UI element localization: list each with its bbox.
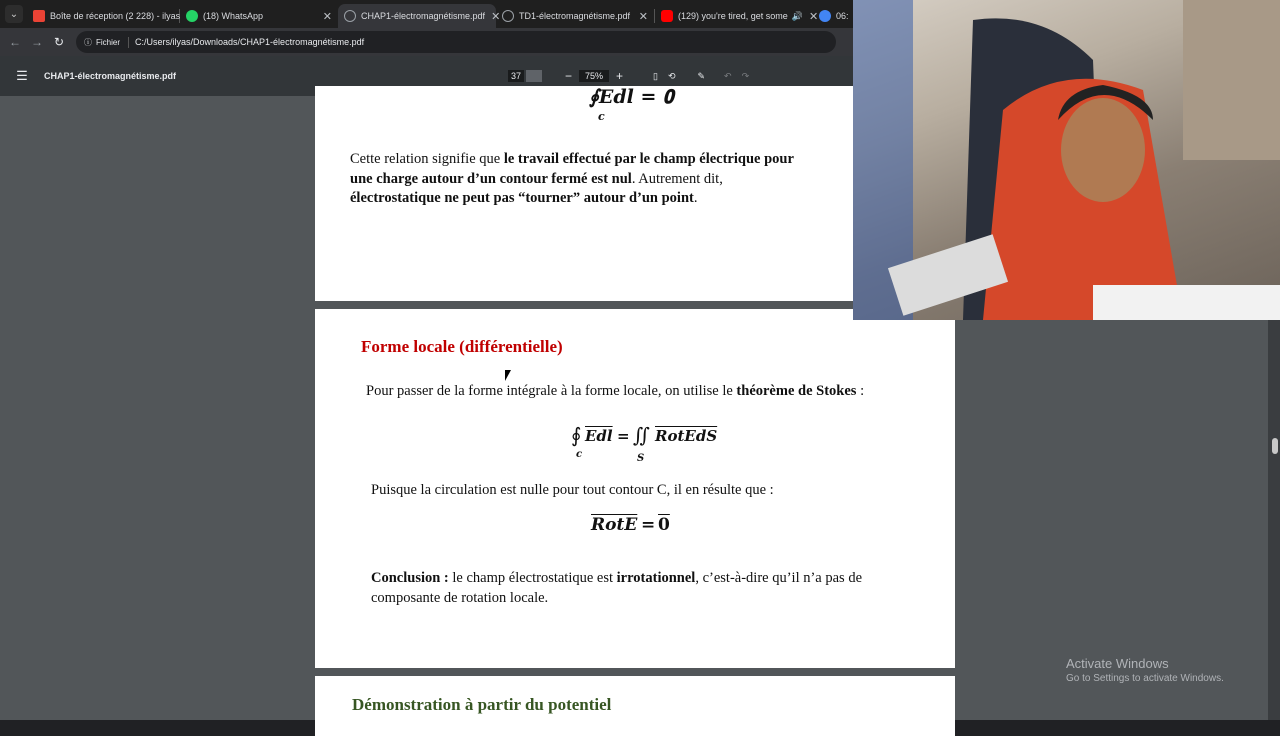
- section-heading: Démonstration à partir du potentiel: [352, 695, 612, 714]
- tab-search-button[interactable]: [5, 5, 23, 23]
- webcam-feed-image: [853, 0, 1280, 320]
- notebook-shape: [1093, 285, 1280, 320]
- text-span: le champ électrostatique est: [448, 570, 617, 586]
- paragraph-conclusion: [371, 569, 931, 608]
- bold-text: une charge autour d’un contour fermé est nul: [350, 170, 632, 187]
- tab-gmail[interactable]: [27, 4, 179, 28]
- google-icon: [819, 10, 831, 22]
- tab-title: CHAP1-électromagnétisme.pdf: [361, 11, 486, 21]
- text-span: . Autrement dit,: [631, 170, 723, 187]
- undo-icon[interactable]: ↶: [724, 70, 732, 81]
- close-icon[interactable]: ✕: [322, 10, 332, 23]
- tab-whatsapp[interactable]: [180, 4, 338, 28]
- whatsapp-icon: [186, 10, 198, 22]
- close-icon[interactable]: ✕: [638, 10, 648, 23]
- watermark-subtitle: Go to Settings to activate Windows.: [1066, 673, 1224, 684]
- text-span: :: [856, 383, 865, 399]
- equation-subscript: c: [576, 449, 583, 460]
- speaker-icon[interactable]: 🔊: [791, 10, 803, 21]
- chip-label: Fichier: [96, 37, 121, 47]
- menu-icon[interactable]: ☰: [16, 68, 28, 83]
- equation-text: 0: [658, 515, 670, 535]
- tab-youtube[interactable]: [655, 4, 819, 28]
- watermark-title: Activate Windows: [1066, 656, 1169, 671]
- page-number-input[interactable]: 37: [508, 70, 524, 82]
- gmail-icon: [33, 10, 45, 22]
- tab-title: 06:: [836, 11, 849, 21]
- pdf-page: [315, 309, 955, 668]
- tab-title: Boîte de réception (2 228) - ilyas: [50, 11, 181, 21]
- bold-text: le travail effectué par le champ électrique pour: [503, 151, 794, 167]
- mouse-cursor: [505, 370, 511, 381]
- paragraph-stokes-intro: [366, 382, 864, 402]
- omnibox[interactable]: [76, 31, 836, 53]
- tab-google[interactable]: [813, 4, 853, 28]
- page-selector: [508, 68, 542, 84]
- scrollbar-thumb[interactable]: [1272, 438, 1278, 454]
- stokes-equation: [571, 423, 731, 469]
- text-span: Cette relation signifie que: [350, 151, 504, 167]
- equation-text: RotEdS: [655, 427, 718, 445]
- chevron-down-icon: ⌄: [9, 8, 19, 20]
- webcam-overlay: [853, 0, 1280, 320]
- rot-equation: [591, 515, 691, 539]
- redo-icon[interactable]: ↷: [741, 70, 750, 81]
- equation-text: ∮𝑬𝒅𝒍 = 𝟎: [589, 86, 674, 108]
- back-icon[interactable]: ←: [9, 35, 21, 49]
- youtube-icon: [661, 10, 673, 22]
- tab-title: (18) WhatsApp: [203, 11, 264, 21]
- section-heading: Forme locale (différentielle): [361, 337, 563, 356]
- page-total-box: [526, 70, 542, 82]
- tab-td1-pdf[interactable]: [496, 4, 654, 28]
- tab-title: TD1-électromagnétisme.pdf: [519, 11, 631, 21]
- paragraph-circulation: [350, 150, 855, 209]
- face-shape: [1061, 98, 1145, 202]
- info-icon: ⓘ: [84, 37, 92, 47]
- zoom-out-button[interactable]: −: [565, 69, 573, 83]
- bold-text: irrotationnel: [616, 570, 696, 586]
- contour-integral-symbol: ∮: [571, 423, 582, 447]
- equation-text: $\overline{Edl}$: [585, 427, 613, 445]
- forward-icon[interactable]: →: [31, 35, 43, 49]
- bold-text: électrostatique ne peut pas “tourner” autour d’un point: [350, 190, 694, 206]
- paragraph-circulation-null: Puisque la circulation est nulle pour tout contour C, il en résulte que :: [371, 482, 774, 498]
- fit-page-icon[interactable]: ▯: [653, 70, 658, 81]
- reload-icon[interactable]: ↻: [53, 35, 65, 49]
- equation-circulation: [589, 86, 674, 108]
- text-span: .: [693, 190, 698, 206]
- globe-icon: [344, 10, 356, 22]
- text-span: composante de rotation locale.: [371, 589, 549, 606]
- globe-icon: [502, 10, 514, 22]
- equation-subscript: c: [598, 110, 605, 123]
- zoom-controls: [558, 68, 630, 84]
- equation-subscript: S: [637, 453, 645, 464]
- zoom-level-input[interactable]: 75%: [579, 70, 609, 82]
- close-icon[interactable]: ✕: [809, 10, 819, 23]
- url-text[interactable]: C:/Users/ilyas/Downloads/CHAP1-électromagnétisme.pdf: [135, 37, 365, 47]
- zoom-in-button[interactable]: +: [616, 69, 624, 83]
- rotate-icon[interactable]: ⟲: [667, 70, 676, 81]
- equation-text: RotE: [591, 515, 638, 535]
- tab-chap1-pdf[interactable]: [338, 4, 501, 28]
- tab-title: (129) you're tired, get some: [678, 11, 788, 21]
- windows-activation-watermark: [1066, 656, 1224, 684]
- bold-text: Conclusion :: [371, 570, 449, 586]
- double-integral-symbol: ∬: [633, 423, 651, 447]
- site-info-chip[interactable]: [84, 37, 129, 48]
- text-span: , c’est-à-dire qu’il n’a pas de: [695, 570, 863, 586]
- annotate-icon[interactable]: ✎: [697, 70, 706, 81]
- bold-text: théorème de Stokes: [736, 383, 857, 399]
- view-controls: [648, 68, 754, 84]
- text-span: Pour passer de la forme intégrale à la forme locale, on utilise le: [366, 383, 737, 399]
- close-icon[interactable]: ✕: [491, 10, 501, 23]
- shelf-shape: [1183, 0, 1280, 160]
- pdf-title: CHAP1-électromagnétisme.pdf: [44, 71, 177, 81]
- equation-text: =: [641, 515, 656, 535]
- pdf-page: [315, 676, 955, 736]
- equation-text: =: [617, 427, 630, 445]
